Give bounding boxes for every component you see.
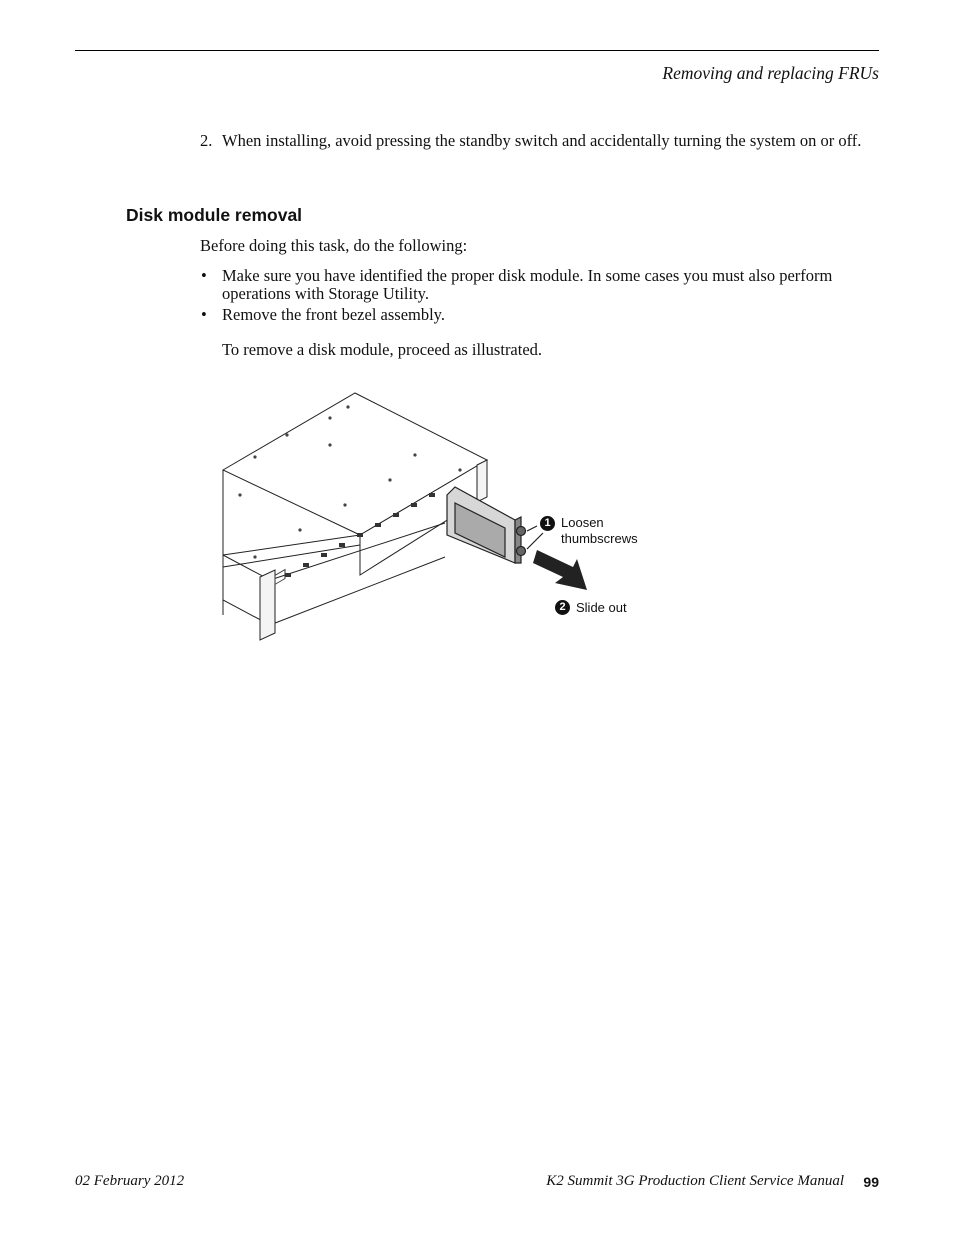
callout-label-line: thumbscrews	[561, 531, 638, 546]
page-number: 99	[863, 1174, 879, 1190]
step-text: When installing, avoid pressing the standby switch and accidentally turning the system on or off.	[222, 131, 862, 150]
section-heading: Disk module removal	[126, 205, 303, 225]
callout-label-line: Loosen	[561, 515, 604, 530]
list-item-text: Remove the front bezel assembly.	[222, 305, 445, 324]
section-intro: Before doing this task, do the following:	[200, 236, 468, 255]
disk-removal-illustration	[215, 385, 655, 645]
callout-label-loosen	[561, 515, 638, 547]
list-item-text: Make sure you have identified the proper disk module. In some cases you must also perform operations with Storage Utility.	[222, 266, 833, 303]
list-item	[200, 267, 870, 303]
list-item	[200, 306, 870, 324]
running-head: Removing and replacing FRUs	[662, 63, 879, 83]
prerequisite-list	[200, 267, 870, 327]
footer-manual-title: K2 Summit 3G Production Client Service Manual	[546, 1173, 844, 1189]
proceed-text: To remove a disk module, proceed as illustrated.	[222, 340, 543, 359]
callout-number-1: 1	[540, 516, 555, 531]
step-number: 2.	[200, 131, 213, 150]
callout-label-slide-out: Slide out	[576, 600, 627, 615]
bullet-symbol: •	[201, 305, 207, 324]
footer-date: 02 February 2012	[75, 1173, 185, 1189]
bullet-symbol: •	[201, 266, 207, 285]
callout-number-2: 2	[555, 600, 570, 615]
step-item	[200, 130, 870, 151]
header-rule	[75, 50, 879, 51]
